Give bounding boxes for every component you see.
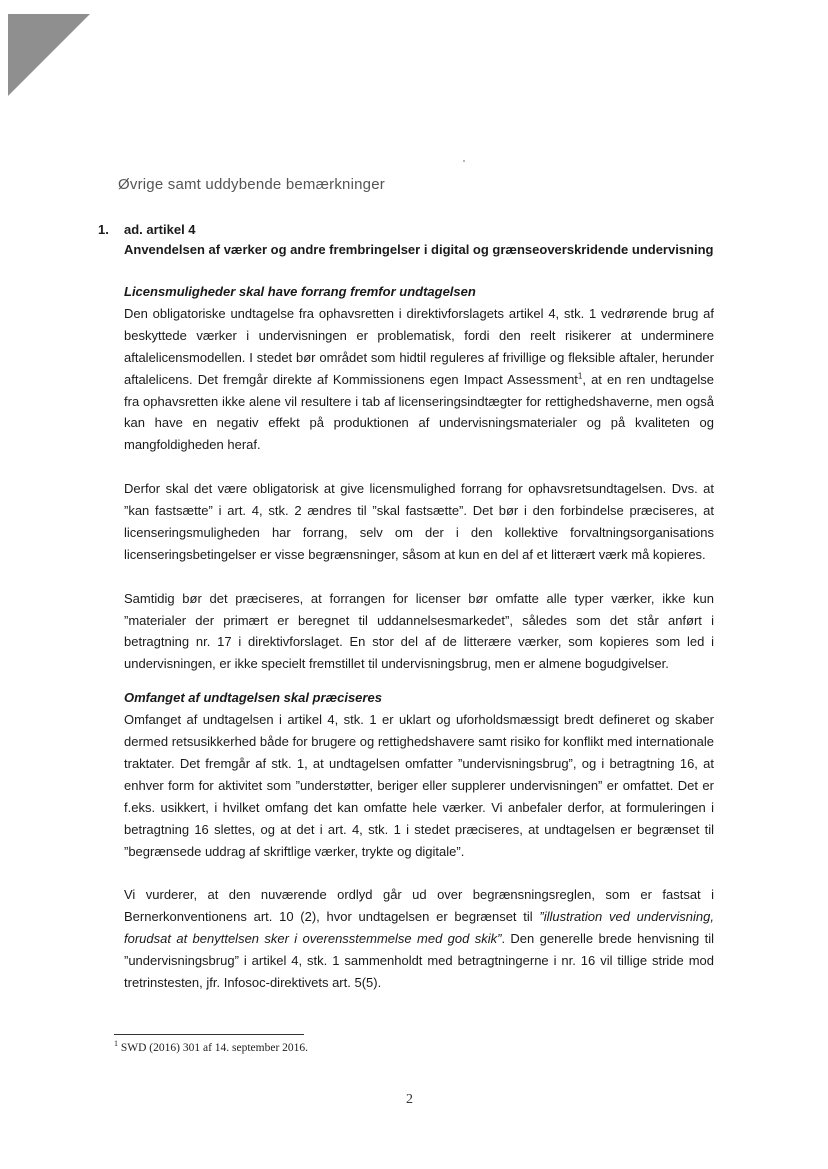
- section-subtitle: Anvendelsen af værker og andre frembringelser i digital og grænseoverskridende undervisning: [124, 242, 714, 257]
- document-body: [124, 281, 714, 994]
- footnote-divider: [114, 1034, 304, 1035]
- block2-paragraph-2: Vi vurderer, at den nuværende ordlyd går ud over begrænsningsreglen, som er fastsat i Bernerkonventionens art. 10 (2), hvor undtagelsen er begrænset til ”illustration ved undervisning, forudsat at benyttelsen sker i overensstemmelse med god skik”. Den generelle brede henvisning til ”undervisningsbrug” i artikel 4, stk. 1 sammenholdt med betragtningerne i nr. 16 vil tillige stride mod tretrinstesten, jfr. Infosoc-direktivets art. 5(5).: [124, 887, 714, 991]
- footnote-ref: 1: [577, 371, 583, 381]
- block2-title: Omfanget af undtagelsen skal præciseres: [124, 690, 382, 706]
- footnote: $^1$ SWD (2016) 301 af 14. september 2016.: [114, 1039, 309, 1054]
- block1-title: Licensmuligheder skal have forrang fremfor undtagelsen: [124, 284, 476, 299]
- scan-speck: [463, 160, 465, 162]
- block1-paragraph-3: Samtidig bør det præciseres, at forrangen for licenser bør omfatte alle typer værker, ikke kun ”materialer der primært er beregnet til uddannelsesmarkedet”, således som det står anført i betragtning nr. 17 i direktivforslaget. En stor del af de litterære værker, som kopieres som led i undervisningen, er ikke specielt fremstillet til undervisningsbrug, men er almene bogudgivelser.: [124, 590, 714, 672]
- block1-paragraph-2: Derfor skal det være obligatorisk at give licensmulighed forrang for ophavsretsundtagelsen. Dvs. at ”kan fastsætte” i art. 4, stk. 2 ændres til ”skal fastsætte”. Det bør i den forbindelse præciseres, at licenseringsmuligheden har forrang, selv om der i den kollektive forvaltningsorganisations licenseringsbetingelser er visse begrænsninger, såsom at kun en del af et litterært værk må kopieres.: [124, 481, 714, 562]
- page-corner-fold: [0, 0, 92, 98]
- block1-paragraph-1: Den obligatoriske undtagelse fra ophavsretten i direktivforslagets artikel 4, stk. 1 vedrørende brug af beskyttede værker i undervisningen er problematisk, fordi den reelt risikerer at underminere aftalelicensmodellen. I stedet bør området som hidtil reguleres af frivillige og fleksible aftaler, herunder aftalelicens. Det fremgår direkte af Kommissionens egen Impact Assessment$^1$, at en ren undtagelse fra ophavsretten ikke alene vil resultere i tab af licenseringsindtægter for rettighedshaverne, men også kan have en negativ effekt på produktionen af undervisningsmaterialer og på kvaliteten og mangfoldigheden heraf.: [124, 305, 714, 453]
- block2-paragraph-1: Omfanget af undtagelsen i artikel 4, stk. 1 er uklart og uforholdsmæssigt bredt defineret og skaber dermed retsusikkerhed både for brugere og rettighedshavere samt risiko for konflikt med internationale traktater. Det fremgår af stk. 1, at undtagelsen omfatter ”undervisningsbrug”, og i betragtning 16, at enhver form for aktivitet som ”understøtter, beriger eller supplerer undervisningen” er omfattet. Det er f.eks. usikkert, i hvilket omfang det kan omfatte hele værker. Vi anbefaler derfor, at formuleringen i betragtning 16 slettes, og at det i art. 4, stk. 1 i stedet præciseres, at undtagelsen er begrænset til ”begrænsede uddrag af skriftlige værker, trykte og digitale”.: [124, 712, 714, 859]
- section-number: 1.: [98, 222, 109, 237]
- page-number: 2: [406, 1092, 413, 1107]
- section-title: ad. artikel 4: [124, 222, 196, 237]
- section-header: [98, 220, 718, 260]
- page-heading: Øvrige samt uddybende bemærkninger: [118, 176, 385, 193]
